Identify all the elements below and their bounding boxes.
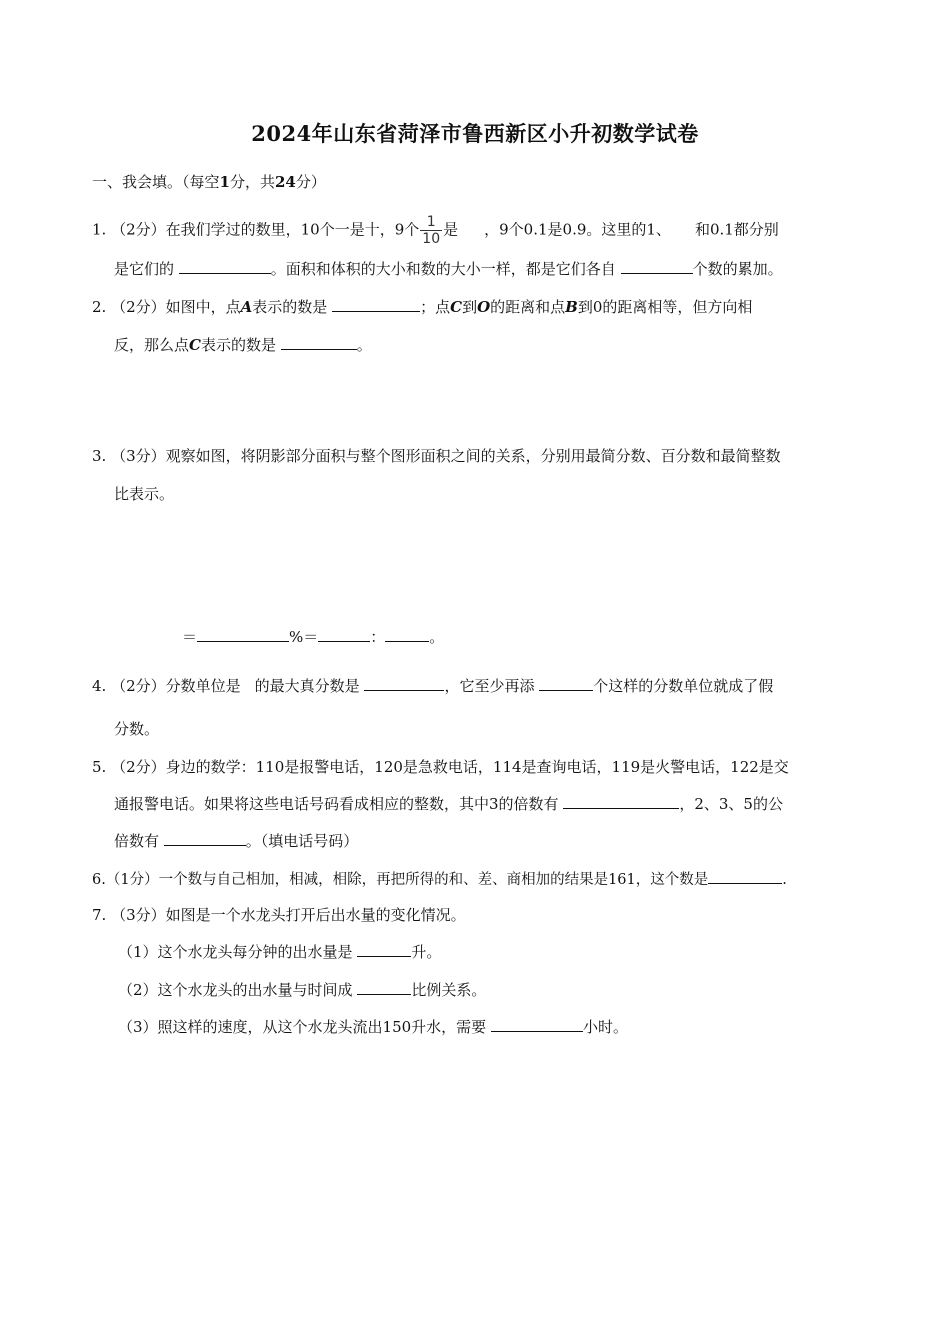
question-4-text: 的最大真分数是 bbox=[254, 677, 360, 695]
answer-blank[interactable] bbox=[539, 676, 593, 691]
question-3-number: 3. bbox=[92, 447, 107, 465]
question-2-line-1 bbox=[92, 297, 752, 317]
question-4-line-2 bbox=[114, 719, 159, 739]
question-5-text: 通报警电话。如果将这些电话号码看成相应的整数，其中3的倍数有 bbox=[114, 795, 559, 813]
question-1-text: 和0.1都分别 bbox=[694, 220, 779, 239]
answer-blank[interactable] bbox=[357, 942, 411, 957]
question-2-text: 如图中，点 bbox=[165, 298, 241, 316]
percent-equals: %＝ bbox=[289, 628, 319, 646]
point-label: B bbox=[565, 298, 578, 316]
question-4-line-1 bbox=[92, 676, 773, 696]
question-5-number: 5. bbox=[92, 758, 107, 776]
question-2-line-2 bbox=[114, 335, 372, 355]
question-6-text: （1分）一个数与自己相加，相减，相除，再把所得的和、差、商相加的结果是161，这个数是 bbox=[105, 872, 709, 888]
question-5-line-3 bbox=[114, 831, 358, 851]
question-2-number: 2. bbox=[92, 298, 107, 316]
question-4-score: （2分） bbox=[111, 677, 166, 695]
question-1-score: （2分） bbox=[111, 220, 166, 239]
question-3-text: 比表示。 bbox=[114, 485, 175, 503]
point-label: A bbox=[240, 298, 253, 316]
point-label: C bbox=[189, 336, 201, 354]
question-2-text: 到0的距离相等，但方向相 bbox=[577, 298, 753, 316]
question-7-sub-text: 比例关系。 bbox=[411, 981, 487, 999]
question-1-line-2 bbox=[114, 259, 783, 279]
question-7-sub-text: （3）照这样的速度，从这个水龙头流出150升水，需要 bbox=[118, 1018, 487, 1036]
question-2-text: 到 bbox=[462, 298, 478, 316]
question-4-text: 分数。 bbox=[114, 720, 160, 738]
answer-blank[interactable] bbox=[491, 1017, 583, 1032]
fraction-numerator: 1 bbox=[426, 214, 436, 230]
question-2-text: 的距离和点 bbox=[490, 298, 566, 316]
answer-blank[interactable] bbox=[563, 794, 679, 809]
question-2-text: 。 bbox=[356, 336, 372, 354]
question-3-line-1 bbox=[92, 446, 781, 466]
question-7-score: （3分） bbox=[111, 906, 166, 924]
question-4-text: 个这样的分数单位就成了假 bbox=[593, 677, 774, 695]
answer-blank[interactable] bbox=[364, 676, 444, 691]
question-7-number: 7. bbox=[92, 906, 107, 924]
question-7-sub-text: （1）这个水龙头每分钟的出水量是 bbox=[118, 943, 353, 961]
question-7-sub-1 bbox=[118, 942, 441, 962]
ratio-colon: ： bbox=[370, 628, 386, 646]
question-3-text: 。 bbox=[429, 628, 445, 646]
question-6-line-1 bbox=[92, 869, 787, 890]
exam-title: 2024年山东省菏泽市鲁西新区小升初数学试卷 bbox=[251, 121, 699, 146]
question-3-answer-line bbox=[182, 627, 444, 647]
question-6-text: . bbox=[782, 872, 787, 888]
answer-blank[interactable] bbox=[164, 831, 246, 846]
question-1-text: 是它们的 bbox=[114, 260, 175, 278]
question-5-line-1 bbox=[92, 757, 789, 777]
question-2-score: （2分） bbox=[111, 298, 166, 316]
answer-blank[interactable] bbox=[621, 259, 693, 274]
section-total-score: 24 bbox=[274, 173, 296, 191]
section-head-text: 一、我会填。（每空 bbox=[92, 173, 220, 191]
section-mid-text: 分，共 bbox=[229, 173, 275, 191]
question-1-text: 。面积和体积的大小和数的大小一样，都是它们各自 bbox=[270, 260, 616, 278]
question-7-sub-3 bbox=[118, 1017, 628, 1037]
answer-blank[interactable] bbox=[318, 627, 370, 642]
question-3-line-2 bbox=[114, 484, 174, 504]
question-1-number: 1. bbox=[92, 220, 107, 239]
fraction-denominator: 10 bbox=[422, 231, 441, 247]
question-1-line-1 bbox=[92, 214, 779, 247]
question-2-text: 反，那么点 bbox=[114, 336, 190, 354]
equals-sign: ＝ bbox=[182, 628, 198, 646]
question-1-text: 是 bbox=[443, 220, 459, 239]
question-2-text: ；点 bbox=[420, 298, 451, 316]
question-7-text: 如图是一个水龙头打开后出水量的变化情况。 bbox=[165, 906, 466, 924]
question-1-text: 个数的累加。 bbox=[692, 260, 783, 278]
question-3-text: 观察如图，将阴影部分面积与整个图形面积之间的关系，分别用最简分数、百分数和最简整数 bbox=[165, 447, 781, 465]
question-5-text: ，2、3、5的公 bbox=[679, 795, 783, 813]
section-blank-score: 1 bbox=[219, 173, 230, 191]
question-1-text: 在我们学过的数里，10个一是十，9个 bbox=[165, 220, 420, 239]
answer-blank[interactable] bbox=[179, 259, 271, 274]
answer-blank[interactable] bbox=[332, 297, 420, 312]
question-7-sub-text: 小时。 bbox=[582, 1018, 628, 1036]
question-2-text: 表示的数是 bbox=[252, 298, 328, 316]
question-7-line-1 bbox=[92, 905, 466, 925]
answer-blank[interactable] bbox=[385, 627, 429, 642]
question-7-sub-text: （2）这个水龙头的出水量与时间成 bbox=[118, 981, 353, 999]
question-5-text: 。（填电话号码） bbox=[245, 832, 359, 850]
section-header bbox=[92, 172, 326, 192]
question-7-sub-2 bbox=[118, 980, 486, 1000]
question-6-number: 6. bbox=[92, 872, 106, 888]
answer-blank[interactable] bbox=[281, 335, 357, 350]
answer-blank[interactable] bbox=[197, 627, 289, 642]
point-label: C bbox=[450, 298, 463, 316]
question-4-text: 分数单位是 bbox=[165, 677, 241, 695]
question-2-text: 表示的数是 bbox=[200, 336, 276, 354]
question-5-text: 倍数有 bbox=[114, 832, 160, 850]
question-4-number: 4. bbox=[92, 677, 107, 695]
question-7-sub-text: 升。 bbox=[411, 943, 442, 961]
question-5-score: （2分） bbox=[111, 758, 166, 776]
point-label: O bbox=[477, 298, 491, 316]
question-5-text: 身边的数学：110是报警电话，120是急救电话，114是查询电话，119是火警电话，122是交 bbox=[165, 758, 789, 776]
fraction-one-tenth bbox=[420, 214, 442, 247]
question-4-text: ，它至少再添 bbox=[444, 677, 535, 695]
section-tail-text: 分） bbox=[295, 173, 326, 191]
question-5-line-2 bbox=[114, 794, 783, 814]
question-3-score: （3分） bbox=[111, 447, 166, 465]
answer-blank[interactable] bbox=[708, 869, 782, 884]
answer-blank[interactable] bbox=[357, 980, 411, 995]
question-1-text: ，9个0.1是0.9。这里的1、 bbox=[484, 220, 671, 239]
